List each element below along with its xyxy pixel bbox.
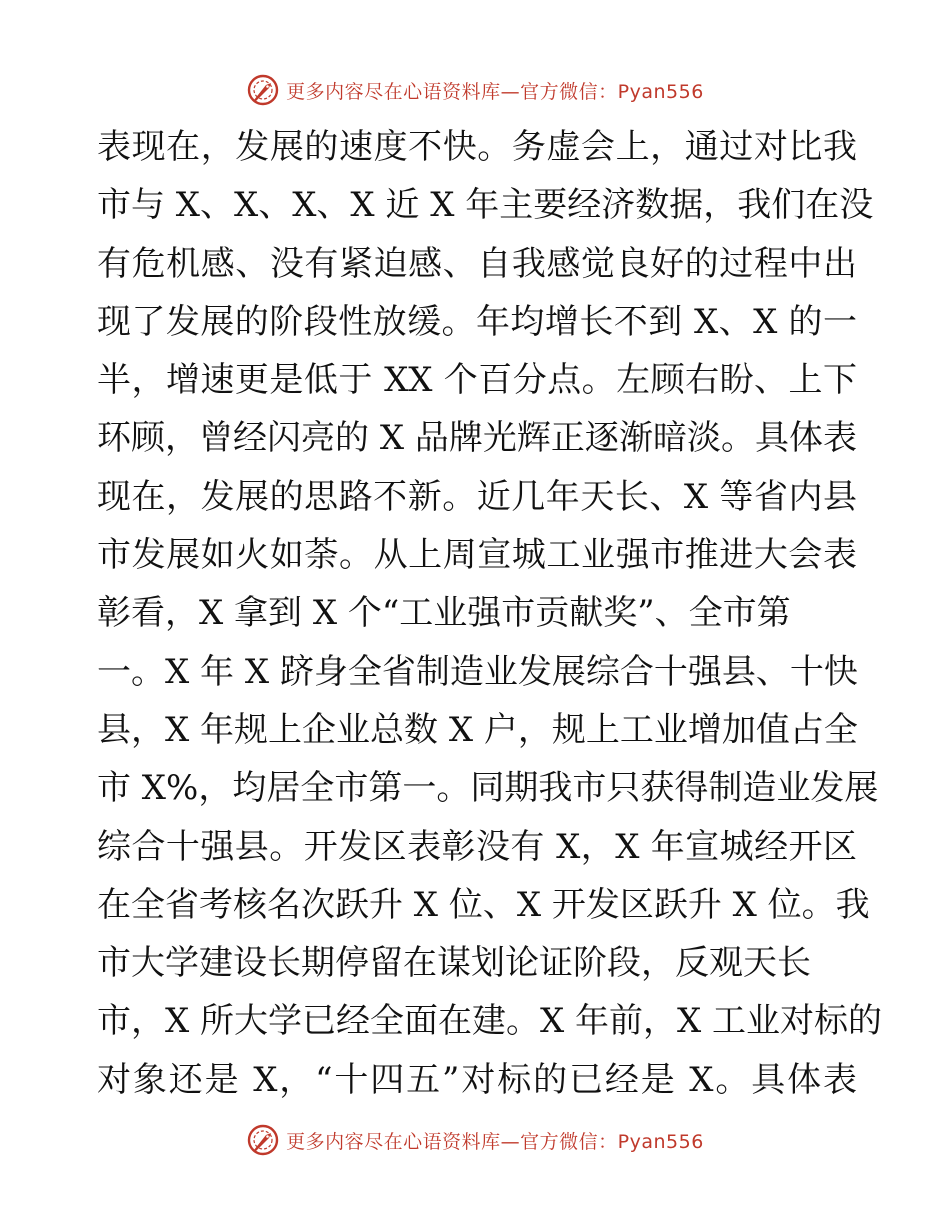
- body-line: 现了发展的阶段性放缓。年均增长不到 X、X 的一: [97, 301, 857, 342]
- body-line: 彰看，X 拿到 X 个“工业强市贡献奖”、全市第: [97, 593, 791, 634]
- body-line: 县，X 年规上企业总数 X 户，规上工业增加值占全: [97, 709, 858, 750]
- body-line: 在全省考核名次跃升 X 位、X 开发区跃升 X 位。我: [97, 884, 870, 925]
- body-line: 环顾，曾经闪亮的 X 品牌光辉正逐渐暗淡。具体表: [97, 418, 857, 459]
- footer-banner-text: 更多内容尽在心语资料库—官方微信：Pyan556: [286, 1130, 704, 1153]
- body-line: 市大学建设长期停留在谋划论证阶段，反观天长: [97, 943, 811, 984]
- body-line: 市发展如火如荼。从上周宣城工业强市推进大会表: [97, 535, 857, 576]
- body-line: 综合十强县。开发区表彰没有 X，X 年宣城经开区: [97, 826, 857, 867]
- body-line: 现在，发展的思路不新。近几年天长、X 等省内县: [97, 476, 857, 517]
- body-line: 市与 X、X、X、X 近 X 年主要经济数据，我们在没: [97, 185, 874, 226]
- body-line: 市 X%，均居全市第一。同期我市只获得制造业发展: [97, 768, 879, 809]
- body-line: 半，增速更是低于 XX 个百分点。左顾右盼、上下: [97, 360, 857, 401]
- footer-banner: [0, 1120, 950, 1160]
- body-line: 市，X 所大学已经全面在建。X 年前，X 工业对标的: [97, 1001, 883, 1042]
- body-line: 对象还是 X，“十四五”对标的已经是 X。具体表: [97, 1059, 857, 1100]
- pen-nib-circle-logo-icon: [246, 1123, 280, 1157]
- document-body: [97, 118, 883, 1109]
- header-banner: [0, 70, 950, 110]
- header-banner-text: 更多内容尽在心语资料库—官方微信：Pyan556: [286, 80, 704, 103]
- body-line: 有危机感、没有紧迫感、自我感觉良好的过程中出: [97, 243, 857, 284]
- body-line: 表现在，发展的速度不快。务虚会上，通过对比我: [97, 127, 857, 167]
- body-line: 一。X 年 X 跻身全省制造业发展综合十强县、十快: [97, 651, 858, 692]
- pen-nib-circle-logo-icon: [246, 73, 280, 107]
